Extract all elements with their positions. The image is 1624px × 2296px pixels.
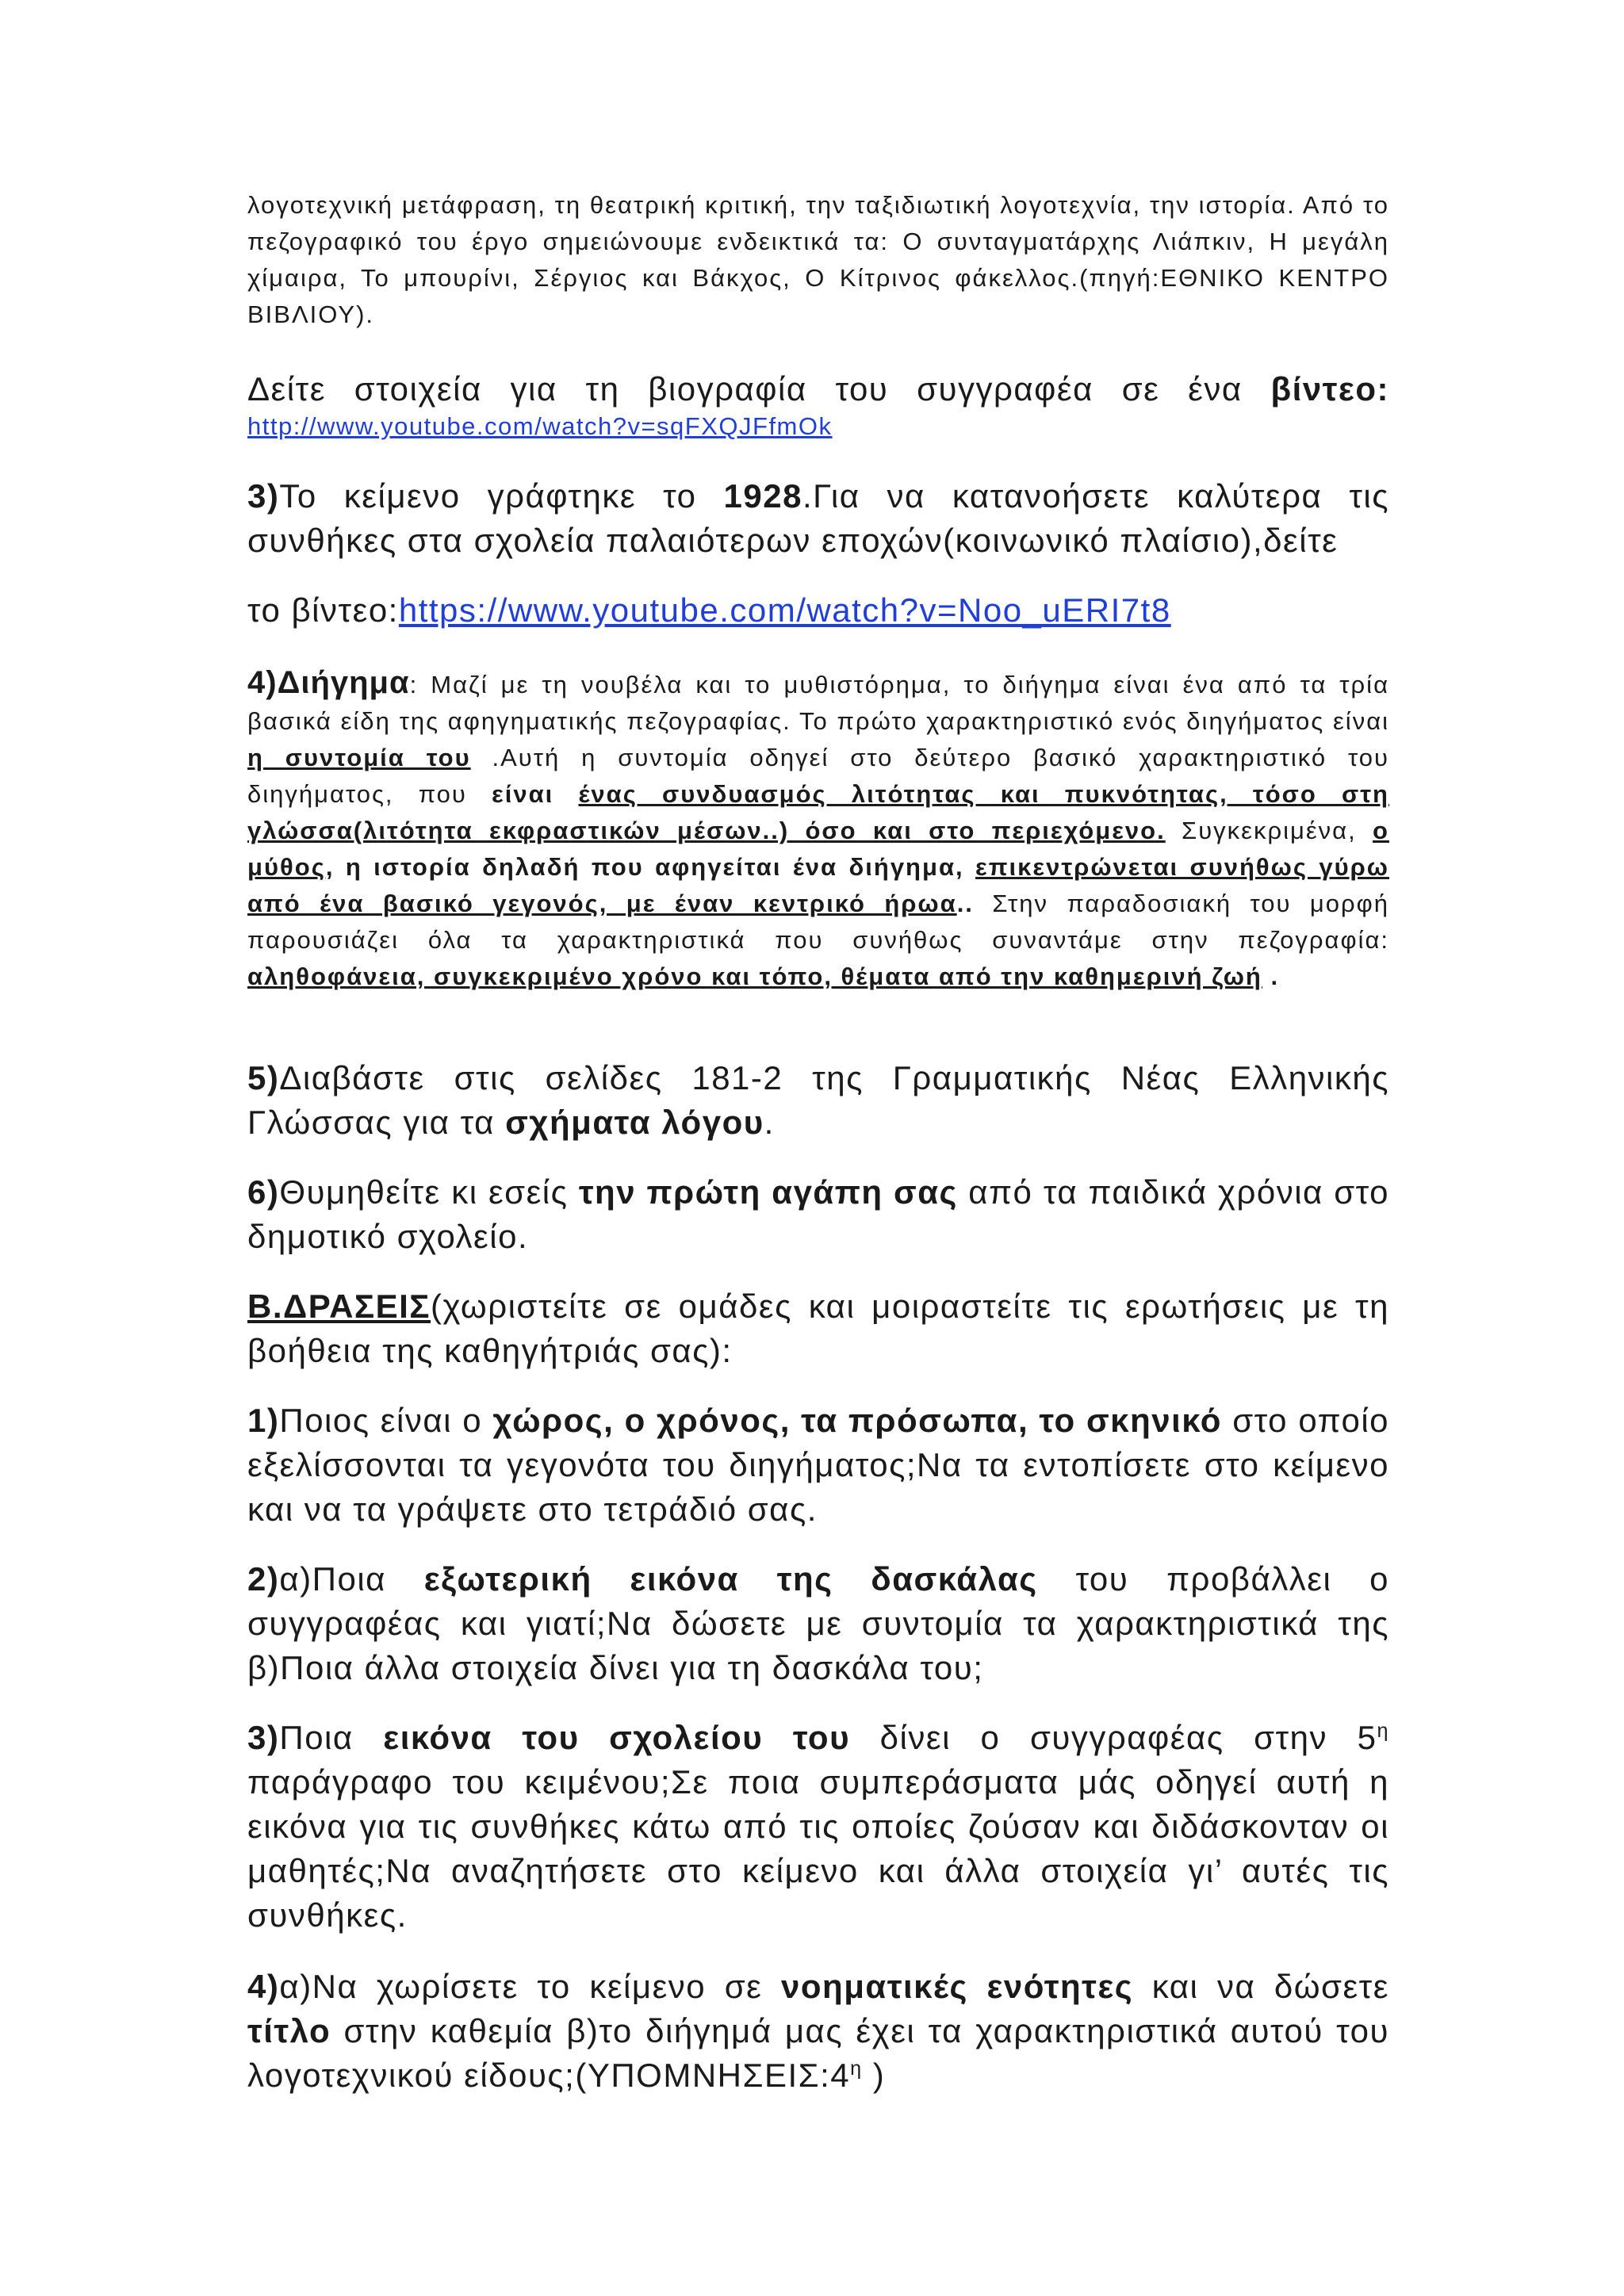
item3-text3: το βίντεο: [247, 591, 399, 629]
question3-number: 3) [247, 1719, 280, 1756]
video-bio-text: Δείτε στοιχεία για τη βιογραφία του συγγραφέα σε ένα [247, 370, 1271, 408]
intro-text: λογοτεχνική μετάφραση, τη θεατρική κριτική, την ταξιδιωτική λογοτεχνία, την ιστορία. Από το πεζογραφικό του έργο σημειώνουμε ενδεικτικά τα: Ο συνταγματάρχης Λιάπκιν, Η μεγάλη χίμαιρα, Το μπουρίνι, Σέργιος και Βάκχος, Ο Κίτρινος φάκελλος.(πηγή:ΕΘΝΙΚΟ ΚΕΝΤΡΟ ΒΙΒΛΙΟΥ). [247, 191, 1389, 328]
intro-paragraph [247, 187, 1389, 333]
question1-number: 1) [247, 1402, 280, 1439]
question1-text1: Ποιος είναι ο [279, 1402, 493, 1439]
item4-text1: : Μαζί με τη νουβέλα και το μυθιστόρημα, το διήγημα είναι ένα από τα τρία βασικά είδη της αφηγηματικής πεζογραφίας. Το πρώτο χαρακτηριστικό ενός διηγήματος είναι [247, 671, 1389, 735]
item3-text1: Το κείμενο γράφτηκε το [279, 477, 724, 515]
question4-paragraph [247, 1965, 1389, 2098]
item4-number: 4) [247, 665, 278, 700]
question1-bold: χώρος, ο χρόνος, τα πρόσωπα, το σκηνικό [492, 1402, 1222, 1439]
item3-text2: .Για να κατανοήσετε καλύτερα τις συνθήκες στα σχολεία παλαιότερων εποχών(κοινωνικό πλαίσιο),δείτε [247, 477, 1389, 559]
item4-text3: Συγκεκριμένα, [1165, 817, 1373, 844]
item3-paragraph [247, 474, 1389, 563]
item4-bold1: είναι [492, 780, 579, 808]
section-b-paragraph [247, 1284, 1389, 1373]
question3-text1: Ποια [279, 1719, 384, 1756]
question3-bold: εικόνα του σχολείου του [383, 1719, 851, 1756]
item5-end: . [764, 1104, 775, 1141]
section-b-text: (χωριστείτε σε ομάδες και μοιραστείτε τις ερωτήσεις με τη βοήθεια της καθηγήτριάς σας): [247, 1288, 1389, 1369]
item6-text2: από τα παιδικά χρόνια στο δημοτικό σχολείο. [247, 1173, 1390, 1255]
question3-paragraph [247, 1716, 1389, 1938]
item4-underline4: επικεντρώνεται συνήθως γύρω από ένα βασικό γεγονός, με έναν κεντρικό ήρωα [247, 853, 1389, 917]
question1-paragraph [247, 1399, 1389, 1532]
question4-bold2: τίτλο [247, 2012, 331, 2049]
item4-text4: Στην παραδοσιακή του μορφή παρουσιάζει όλα τα χαρακτηριστικά που συνήθως συναντάμε στην πεζογραφία: [247, 890, 1389, 954]
item4-text2: .Αυτή η συντομία οδηγεί στο δεύτερο βασικό χαρακτηριστικό του διηγήματος, που [247, 744, 1389, 808]
item6-number: 6) [247, 1173, 280, 1211]
item4-underline1: η συντομία του [247, 744, 471, 771]
item5-paragraph [247, 1056, 1389, 1145]
item3-year: 1928 [723, 477, 802, 515]
item4-bold3: .. [956, 890, 974, 917]
item4-underline3: ο μύθος [247, 817, 1389, 881]
question1-text2: στο οποίο εξελίσσονται τα γεγονότα του διηγήματος;Να τα εντοπίσετε στο κείμενο και να τα γράψετε στο τετράδιό σας. [247, 1402, 1390, 1528]
question2-paragraph [247, 1557, 1389, 1690]
question4-end: ) [862, 2057, 886, 2094]
question2-text2: του προβάλλει ο συγγραφέας και γιατί;Να δώσετε με συντομία τα χαρακτηριστικά της β)Ποια άλλα στοιχεία δίνει για τη δασκάλα του; [247, 1560, 1389, 1686]
video-bio-paragraph [247, 366, 1389, 412]
item4-bold2: , η ιστορία δηλαδή που αφηγείται ένα διήγημα, [325, 853, 976, 881]
item3-video-line [247, 588, 1389, 633]
item6-bold: την πρώτη αγάπη σας [578, 1173, 958, 1211]
question3-text3: παράγραφο του κειμένου;Σε ποια συμπεράσματα μάς οδηγεί αυτή η εικόνα για τις συνθήκες κάτω από τις οποίες ζούσαν και διδάσκονταν οι μαθητές;Να αναζητήσετε στο κείμενο και άλλα στοιχεία γι’ αυτές τις συνθήκες. [247, 1763, 1389, 1934]
question4-text1: α)Να χωρίσετε το κείμενο σε [279, 1968, 782, 2005]
question2-number: 2) [247, 1560, 280, 1598]
question3-text2: δίνει ο συγγραφέας στην 5 [850, 1719, 1377, 1756]
video-bio-link[interactable]: http://www.youtube.com/watch?v=sqFXQJFfmOk [247, 412, 833, 440]
item4-title: Διήγημα [277, 665, 410, 700]
item4-underline2: ένας συνδυασμός λιτότητας και πυκνότητας, τόσο στη γλώσσα(λιτότητα εκφραστικών μέσων..) όσο και στο περιεχόμενο. [247, 780, 1389, 844]
question4-superscript: η [850, 2057, 863, 2080]
item4-underline5: αληθοφάνεια, συγκεκριμένο χρόνο και τόπο, θέματα από την καθημερινή ζωή [247, 962, 1262, 990]
item5-bold: σχήματα λόγου [505, 1104, 764, 1141]
question2-text1: α)Ποια [279, 1560, 424, 1598]
question2-bold: εξωτερική εικόνα της δασκάλας [423, 1560, 1038, 1598]
section-b-title: Β.ΔΡΑΣΕΙΣ [247, 1288, 431, 1325]
item3-number: 3) [247, 477, 280, 515]
item3-link[interactable]: https://www.youtube.com/watch?v=Noo_uERI7t8 [398, 591, 1171, 629]
question3-superscript: η [1377, 1720, 1389, 1742]
item5-text1: Διαβάστε στις σελίδες 181-2 της Γραμματικής Νέας Ελληνικής Γλώσσας για τα [247, 1059, 1389, 1141]
item5-number: 5) [247, 1059, 280, 1096]
item6-paragraph [247, 1170, 1389, 1259]
question4-text3: στην καθεμία β)το διήγημά μας έχει τα χαρακτηριστικά αυτού του λογοτεχνικού είδους;(ΥΠΟΜΝΗΣΕΙΣ:4 [247, 2012, 1389, 2094]
item4-end: . [1262, 962, 1280, 990]
item6-text1: Θυμηθείτε κι εσείς [279, 1173, 579, 1211]
video-bio-bold: βίντεο: [1270, 370, 1389, 408]
question4-bold1: νοηματικές ενότητες [781, 1968, 1134, 2005]
question4-text2: και να δώσετε [1133, 1968, 1389, 2005]
question4-number: 4) [247, 1968, 280, 2005]
item4-paragraph [247, 664, 1389, 995]
